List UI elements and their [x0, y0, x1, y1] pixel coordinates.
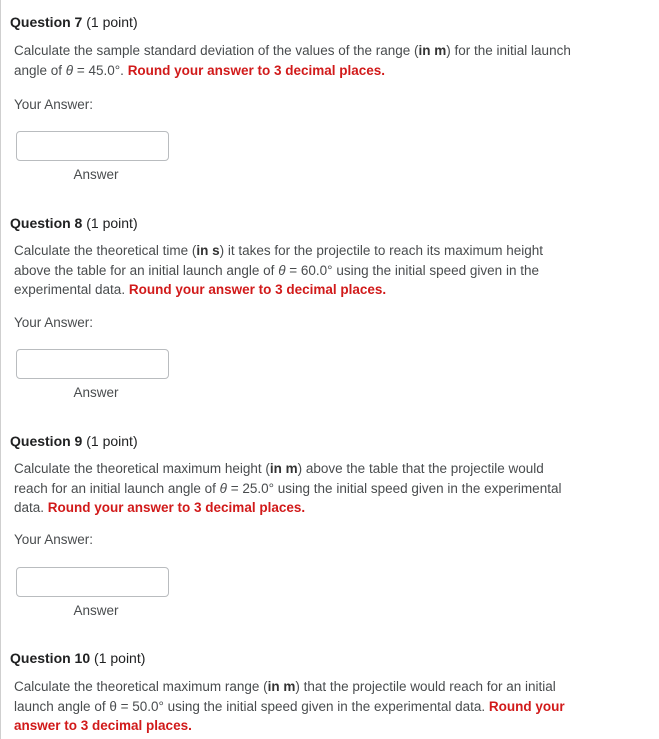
question-title: Question 10 (1 point)	[10, 650, 146, 666]
question-7-text: Calculate the sample standard deviation of the values of the range (in m) for the initial launch angle of θ = 45.0°. Round your answer to 3 decimal places.	[14, 43, 571, 78]
question-8	[10, 213, 650, 233]
question-8-answer-input[interactable]	[16, 349, 169, 379]
question-title: Question 7 (1 point)	[10, 14, 138, 30]
question-7	[10, 12, 650, 32]
answer-label: Answer	[73, 385, 119, 400]
your-answer-label: Your Answer:	[14, 532, 94, 547]
answer-label: Answer	[73, 603, 119, 618]
question-10	[10, 648, 650, 668]
your-answer-label: Your Answer:	[14, 97, 94, 112]
question-8-text: Calculate the theoretical time (in s) it takes for the projectile to reach its maximum height above the table for an initial launch angle of θ = 60.0° using the initial speed given in the experimental data. Round your answer to 3 decimal places.	[14, 243, 543, 297]
question-title: Question 8 (1 point)	[10, 215, 138, 231]
question-title: Question 9 (1 point)	[10, 433, 138, 449]
answer-label: Answer	[73, 167, 119, 182]
question-10-text: Calculate the theoretical maximum range (in m) that the projectile would reach for an initial launch angle of θ = 50.0° using the initial speed given in the experimental data. Round your answer to 3 decimal places.	[14, 679, 565, 733]
question-9	[10, 431, 650, 451]
question-7-answer-input[interactable]	[16, 131, 169, 161]
question-9-text: Calculate the theoretical maximum height (in m) above the table that the projectile would reach for an initial launch angle of θ = 25.0° using the initial speed given in the experimental data. Round your answer to 3 decimal places.	[14, 461, 562, 515]
question-9-answer-input[interactable]	[16, 567, 169, 597]
your-answer-label: Your Answer:	[14, 315, 94, 330]
left-border	[0, 0, 1, 739]
